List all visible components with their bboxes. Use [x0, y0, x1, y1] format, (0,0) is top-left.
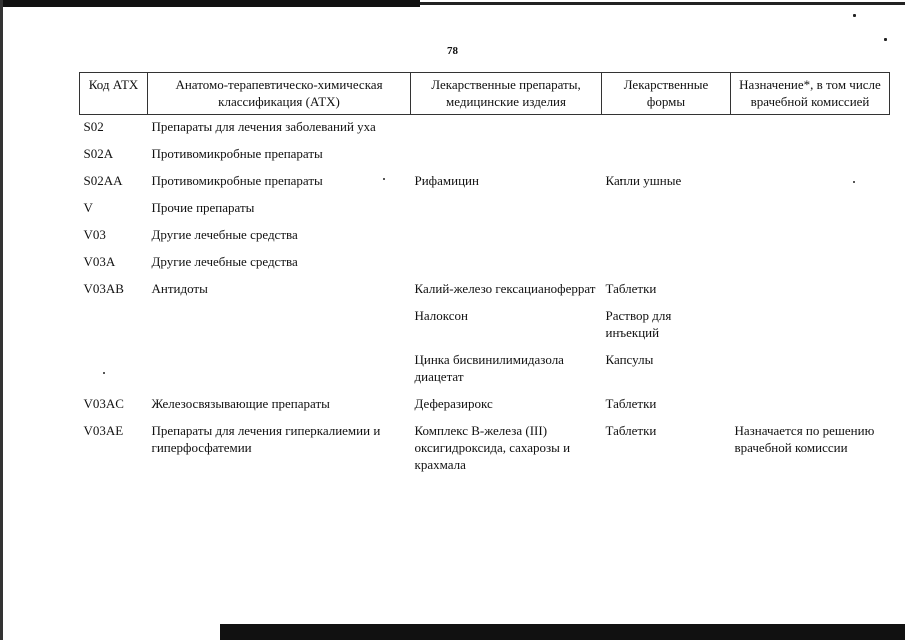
- cell-drug: [411, 226, 602, 253]
- scan-speck: [884, 38, 887, 41]
- scan-speck: [853, 14, 856, 17]
- header-prescription: Назначение*, в том числе врачебной комиссией: [731, 73, 890, 115]
- cell-note: [731, 199, 890, 226]
- cell-note: [731, 145, 890, 172]
- header-atc-code: Код АТХ: [80, 73, 148, 115]
- cell-note: [731, 280, 890, 307]
- cell-form: Таблетки: [605, 396, 657, 411]
- cell-class: Противомикробные препараты: [151, 173, 323, 188]
- header-drugs: Лекарственные препараты, медицинские изделия: [411, 73, 602, 115]
- cell-code: V03A: [83, 254, 116, 269]
- cell-class: Другие лечебные средства: [151, 227, 298, 242]
- page-number: 78: [447, 45, 458, 57]
- table-row: [80, 307, 890, 351]
- cell-drug: [411, 199, 602, 226]
- table-row: [80, 145, 890, 172]
- table-row: [80, 351, 890, 395]
- cell-code: V03: [83, 227, 106, 242]
- cell-note: [731, 351, 890, 395]
- scan-top-border-thick: [0, 0, 420, 7]
- cell-form: Таблетки: [605, 423, 657, 438]
- cell-form: [602, 115, 731, 146]
- cell-class: Антидоты: [151, 281, 208, 296]
- cell-code: V: [83, 200, 93, 215]
- cell-note: Назначается по решению врачебной комиссии: [734, 423, 875, 455]
- cell-note: [731, 115, 890, 146]
- cell-class: Препараты для лечения заболеваний уха: [151, 119, 376, 134]
- cell-class: Препараты для лечения гиперкалиемии и гиперфосфатемии: [151, 423, 381, 455]
- cell-drug: Налоксон: [414, 308, 468, 323]
- cell-class: Противомикробные препараты: [151, 146, 323, 161]
- table-header-row: [80, 73, 890, 115]
- cell-note: [731, 253, 890, 280]
- cell-drug: Калий-железо гексацианоферрат: [414, 281, 596, 296]
- table-row: [80, 172, 890, 199]
- atc-table: [79, 72, 890, 483]
- scan-left-border: [0, 0, 3, 640]
- cell-drug: Комплекс В-железа (III) оксигидроксида, сахарозы и крахмала: [414, 423, 571, 472]
- cell-drug: [411, 145, 602, 172]
- table-row: [80, 253, 890, 280]
- table-row: [80, 280, 890, 307]
- cell-drug: [411, 253, 602, 280]
- cell-note: [731, 307, 890, 351]
- table-row: [80, 199, 890, 226]
- scan-top-border-thin: [420, 2, 905, 5]
- cell-form: Капли ушные: [605, 173, 682, 188]
- table-row: [80, 395, 890, 422]
- cell-drug: Рифамицин: [414, 173, 479, 188]
- cell-code: [80, 351, 148, 395]
- cell-form: [602, 226, 731, 253]
- cell-drug: [411, 115, 602, 146]
- cell-note: [731, 226, 890, 253]
- cell-code: [80, 307, 148, 351]
- cell-form: [602, 145, 731, 172]
- cell-note: [731, 172, 890, 199]
- cell-class: Прочие препараты: [151, 200, 255, 215]
- cell-form: [602, 199, 731, 226]
- cell-form: Раствор для инъекций: [605, 308, 672, 340]
- scan-bottom-border: [220, 624, 905, 640]
- cell-drug: Цинка бисвинилимидазола диацетат: [414, 352, 564, 384]
- cell-drug: Деферазирокс: [414, 396, 493, 411]
- cell-code: S02A: [83, 146, 114, 161]
- cell-code: S02AA: [83, 173, 123, 188]
- cell-form: Капсулы: [605, 352, 654, 367]
- table-row: [80, 115, 890, 146]
- scan-top-border: [0, 0, 905, 12]
- cell-form: [602, 253, 731, 280]
- table-row: [80, 226, 890, 253]
- header-dosage-forms: Лекарственные формы: [602, 73, 731, 115]
- cell-note: [731, 395, 890, 422]
- header-atc-classification: Анатомо-терапевтическо-химическая классификация (АТХ): [148, 73, 411, 115]
- cell-code: V03AC: [83, 396, 124, 411]
- table-row: [80, 422, 890, 483]
- cell-code: V03AE: [83, 423, 124, 438]
- cell-class: Другие лечебные средства: [151, 254, 298, 269]
- cell-class: [148, 307, 411, 351]
- cell-code: V03AB: [83, 281, 124, 296]
- cell-code: S02: [83, 119, 104, 134]
- cell-class: Железосвязывающие препараты: [151, 396, 330, 411]
- cell-form: Таблетки: [605, 281, 657, 296]
- cell-class: [148, 351, 411, 395]
